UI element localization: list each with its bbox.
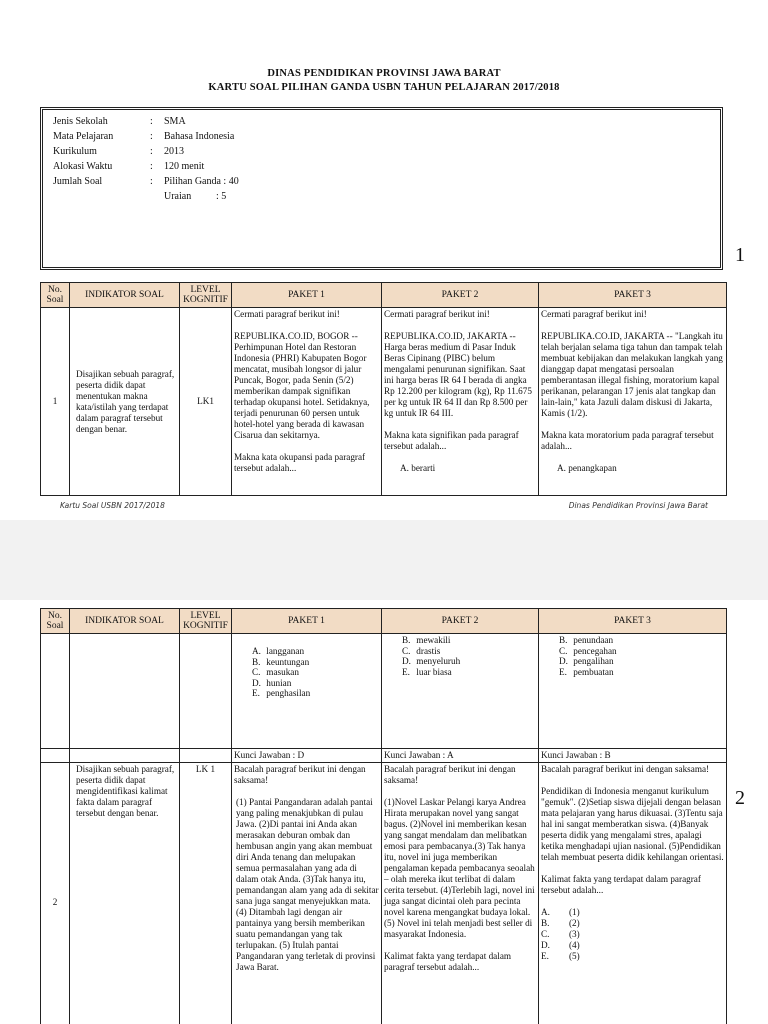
q1-p3-options [541,635,724,677]
q1-p3-question: Makna kata moratorium pada paragraf tersebut adalah... [541,430,714,451]
q2-p2-question: Kalimat fakta yang terdapat dalam paragraf tersebut adalah... [384,951,512,972]
info-value: 120 menit [164,161,205,172]
header-line-2: KARTU SOAL PILIHAN GANDA USBN TAHUN PELAJARAN 2017/2018 [208,82,560,93]
question-table-2 [40,608,727,1024]
table-row-q1 [41,308,727,496]
option-letter: D. [541,940,550,950]
option-letter: B. [559,635,568,645]
option-letter: B. [402,635,411,645]
option-text: (1) [569,907,580,917]
option-text: pencegahan [573,645,617,656]
option-item [252,678,379,689]
option-item [559,646,724,657]
header-level: LEVEL KOGNITIF [180,609,232,634]
info-value: 2013 [164,146,184,157]
q2-p1-text: (1) Pantai Pangandaran adalah pantai yang paling menakjubkan di pulau Jawa. (2)Di pantai ini Anda akan merasakan deburan ombak dan hembusan angin yang akan membuat diri Anda tenang dan melupakan semua permasalahan yang ada di dalam otak Anda. (3)Tak hanya itu, pemandangan alam yang ada di sekitar sana juga sangat menyejukkan mata. (4) Ditambah lagi dengan air pantainya yang bersih memberikan suatu pemandangan yang tak terlupakan. (5) Itulah pantai Pangandaran yang terletak di provinsi Jawa Barat. [236,797,379,972]
option-item [402,635,536,646]
header-no-soal: No. Soal [41,283,70,308]
info-key: Alokasi Waktu [53,161,113,172]
header-paket-1: PAKET 1 [232,283,382,308]
q1-p2-question: Makna kata signifikan pada paragraf tersebut adalah... [384,430,519,451]
option-letter: C. [559,645,568,656]
uraian-value: : 5 [216,191,227,202]
option-item [541,929,724,940]
option-item [402,667,536,678]
option-letter: E. [402,666,410,677]
option-text: hunian [266,677,292,688]
table-row-q1-continued [41,634,727,749]
info-key: Kurikulum [53,146,97,157]
header-paket-2: PAKET 2 [382,609,539,634]
info-key: Mata Pelajaran [53,131,114,142]
option-text: (5) [569,951,580,961]
q1cont-number [41,634,70,749]
option-text: menyeluruh [416,656,461,666]
footer-right: Dinas Pendidikan Provinsi Jawa Barat [568,501,708,510]
q2-paket-3 [539,763,727,1024]
q1-paket-1 [232,308,382,496]
info-value: Pilihan Ganda : 40 [164,176,239,187]
option-text: penundaan [573,635,614,645]
option-item [559,656,724,667]
q2-p1-intro: Bacalah paragraf berikut ini dengan saksama! [234,764,366,785]
option-letter: E. [541,951,549,961]
option-text: drastis [416,645,441,656]
info-box [40,107,723,270]
footer-left: Kartu Soal USBN 2017/2018 [60,501,165,510]
q2-p2-text: (1)Novel Laskar Pelangi karya Andrea Hirata merupakan novel yang sangat bagus. (2)Novel ini memberikan kesan yang sangat mendalam dan melibatkan emosi para pembacanya.(3) Tak hanya itu, novel ini juga memberikan pengalaman kepada pembacanya seoalah – olah mereka ikut terlibat di dalam cerita tersebut. (4)Terlebih lagi, novel ini juga sangat dicintai oleh para pecinta novel karena mengangkat budaya lokal.(5) Novel ini telah menjadi best seller di masyarakat Indonesia. [384,797,535,939]
header-level: LEVEL KOGNITIF [180,283,232,308]
table-header-row [41,283,727,308]
q2-p3-intro: Bacalah paragraf berikut ini dengan saksama! [541,764,710,774]
option-item [541,951,724,962]
uraian-label: Uraian [164,191,192,202]
kunci-empty-3 [180,749,232,763]
q1-p1-intro: Cermati paragraf berikut ini! [234,309,340,319]
option-item [559,635,724,646]
option-letter: C. [252,667,261,677]
q2-p3-text: Pendidikan di Indonesia menganut kurikulum "gemuk". (2)Setiap siswa dijejali dengan belasan mata pelajaran yang harus dikuasai. (3)Tentu saja hal ini sangat memberatkan siswa. (4)Banyak peserta didik yang mengalami stres, apalagi ketika menghadapi ujian nasional. (5)Pendidikan telah membuat peserta didik kehilangan orientasi. [541,786,724,862]
info-row-uraian [53,189,710,204]
q1-level: LK1 [180,308,232,496]
option-item [252,657,379,668]
q2-paket-2 [382,763,539,1024]
header-paket-3: PAKET 3 [539,609,727,634]
page-number-2: 2 [735,787,745,809]
q1-p3-text: REPUBLIKA.CO.ID, JAKARTA -- "Langkah itu telah berjalan selama tiga tahun dan tampak telah membuat kebijakan dan melakukan langkah yang dianggap dapat mengatasi persoalan pemberantasan illegal fishing, moratorium kapal perikanan, pelarangan 17 jenis alat tangkap dan lain-lain," kata Jazuli dalam diskusi di Jakarta, Kamis (1/2). [541,331,723,418]
q1cont-paket-3 [539,634,727,749]
option-letter: A. [252,646,261,656]
info-colon: : [150,146,153,157]
kunci-empty-2 [70,749,180,763]
kunci-jawaban-p1: Kunci Jawaban : D [232,749,382,763]
header-paket-3: PAKET 3 [539,283,727,308]
q2-p2-intro: Bacalah paragraf berikut ini dengan saksama! [384,764,516,785]
q2-p3-options [541,907,724,962]
info-colon: : [150,176,153,187]
q1-p3-intro: Cermati paragraf berikut ini! [541,309,647,319]
option-item [252,646,379,657]
q1-p3-option-a: A. penangkapan [557,463,617,473]
q1-p2-text: REPUBLIKA.CO.ID, JAKARTA -- Harga beras medium di Pasar Induk Beras Cipinang (PIBC) belum mengalami penurunan signifikan. Saat ini harga beras IR 64 I berada di angka Rp 12.200 per kilogram (kg), Rp 11.675 per kg untuk IR 64 II dan Rp 8.500 per kg untuk IR 64 III. [384,331,532,418]
info-colon: : [150,131,153,142]
info-row-jenis-sekolah [53,114,710,129]
header-paket-2: PAKET 2 [382,283,539,308]
q1cont-indikator [70,634,180,749]
q1-paket-3 [539,308,727,496]
q1-paket-2 [382,308,539,496]
header-no-soal: No. Soal [41,609,70,634]
info-key: Jenis Sekolah [53,116,108,127]
option-letter: C. [402,645,411,656]
question-table-1 [40,282,727,496]
option-letter: B. [541,918,550,928]
page-number-1: 1 [735,244,745,266]
info-row-jumlah-soal [53,174,710,189]
header-indikator: INDIKATOR SOAL [70,609,180,634]
option-letter: C. [541,929,550,939]
q2-p3-question: Kalimat fakta yang terdapat dalam paragraf tersebut adalah... [541,874,701,895]
option-item [402,646,536,657]
option-letter: E. [252,688,260,698]
option-text: pengalihan [573,656,614,666]
q1-p2-intro: Cermati paragraf berikut ini! [384,309,490,319]
q1-p1-options [234,646,379,699]
q2-level: LK 1 [180,763,232,1024]
kunci-jawaban-p3: Kunci Jawaban : B [539,749,727,763]
info-colon: : [150,116,153,127]
q1-p1-text: REPUBLIKA.CO.ID, BOGOR -- Perhimpunan Hotel dan Restoran Indonesia (PHRI) Kabupaten Bogor mencatat, musibah longsor di jalur Puncak, Bogor, pada Senin (5/2) memberikan dampak signifikan terhadap okupansi hotel. Setidaknya, terjadi penurunan 60 persen untuk hotel-hotel yang berada di kawasan Cisarua dan sekitarnya. [234,331,370,440]
option-letter: D. [252,677,261,688]
option-text: luar biasa [416,666,452,677]
option-text: langganan [266,646,305,656]
q1-p2-options [384,635,536,677]
info-colon: : [150,161,153,172]
q1cont-paket-2 [382,634,539,749]
option-text: penghasilan [266,688,311,698]
option-letter: D. [559,656,568,666]
info-value: Bahasa Indonesia [164,131,235,142]
option-item [252,667,379,678]
info-row-kurikulum [53,144,710,159]
q1-number: 1 [41,308,70,496]
kunci-jawaban-p2: Kunci Jawaban : A [382,749,539,763]
q1-p1-question: Makna kata okupansi pada paragraf tersebut adalah... [234,452,366,473]
table-row-q2 [41,763,727,1024]
q1-indikator: Disajikan sebuah paragraf, peserta didik dapat menentukan makna kata/istilah yang terdapat dalam paragraf tersebut dengan benar. [70,308,180,496]
table-header-row-2 [41,609,727,634]
q2-indikator: Disajikan sebuah paragraf, peserta didik dapat mengidentifikasi kalimat fakta dalam paragraf tersebut dengan benar. [70,763,180,1024]
kunci-empty-1 [41,749,70,763]
option-text: keuntungan [266,656,310,667]
option-text: (4) [569,940,580,950]
page-2 [0,600,768,1024]
q1cont-level [180,634,232,749]
table-row-kunci [41,749,727,763]
option-text: masukan [266,667,299,677]
q2-paket-1 [232,763,382,1024]
q2-number: 2 [41,763,70,1024]
option-item [541,940,724,951]
option-item [559,667,724,678]
header-paket-1: PAKET 1 [232,609,382,634]
option-letter: E. [559,666,567,677]
option-item [402,656,536,667]
info-key: Jumlah Soal [53,176,103,187]
info-value: SMA [164,116,186,127]
option-letter: A. [541,907,550,917]
header-line-1: DINAS PENDIDIKAN PROVINSI JAWA BARAT [267,68,501,79]
option-text: (2) [569,918,580,928]
page-gap [0,520,768,600]
option-text: pembuatan [573,666,614,677]
option-letter: B. [252,656,261,667]
option-item [252,688,379,699]
option-text: (3) [569,929,580,939]
header-indikator: INDIKATOR SOAL [70,283,180,308]
info-row-mata-pelajaran [53,129,710,144]
option-item [541,918,724,929]
option-text: mewakili [416,635,451,645]
option-item [541,907,724,918]
option-letter: D. [402,656,411,666]
info-row-alokasi-waktu [53,159,710,174]
q1cont-paket-1 [232,634,382,749]
q1-p2-option-a: A. berarti [400,463,436,473]
